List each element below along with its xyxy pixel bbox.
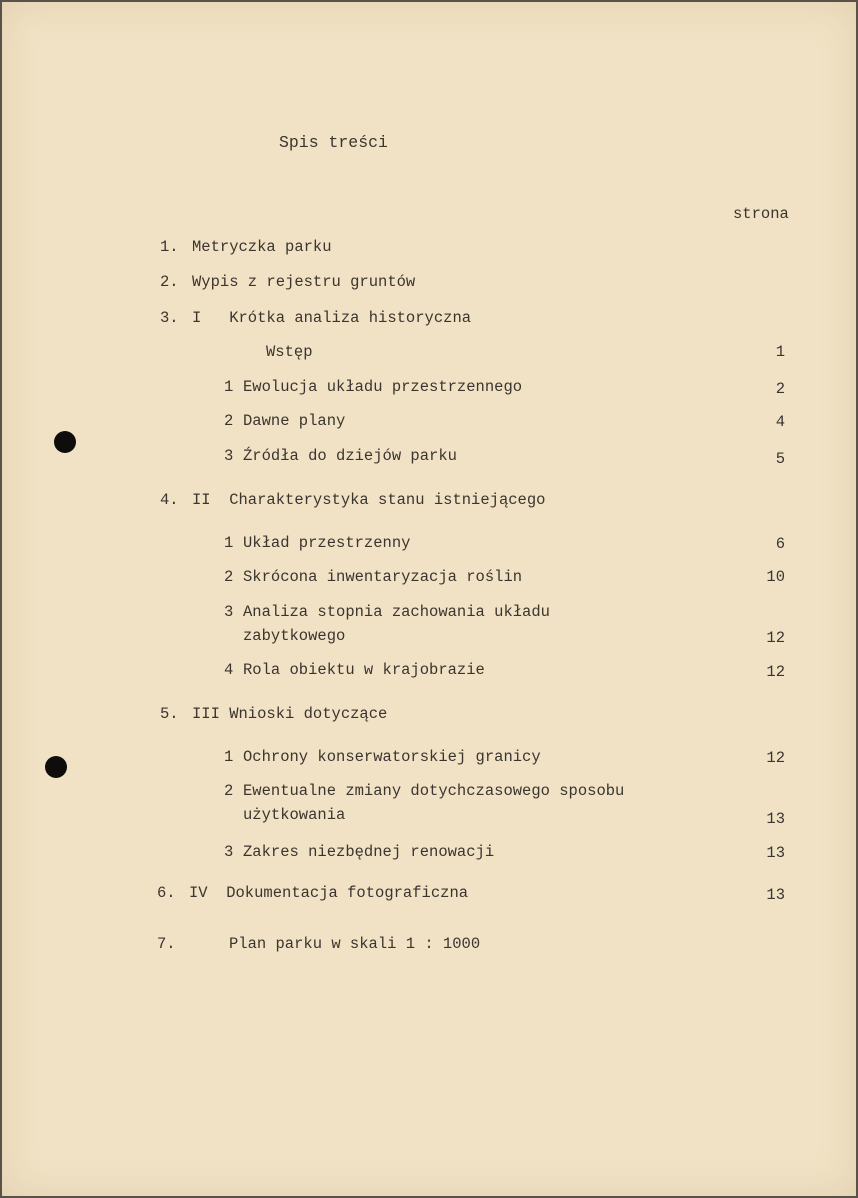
entry-page-number: 13	[766, 844, 785, 862]
entry-label: Zakres niezbędnej renowacji	[243, 843, 495, 861]
entry-page-number: 2	[775, 380, 785, 398]
entry-label: Dawne plany	[243, 412, 346, 430]
entry-number: 2	[224, 782, 234, 800]
entry-page-number: 13	[766, 810, 785, 828]
entry-page-number: 12	[766, 663, 785, 681]
page-title: Spis treści	[279, 133, 388, 152]
entry-number: 1	[224, 378, 234, 396]
entry-label: Rola obiektu w krajobrazie	[243, 661, 485, 679]
entry-label: Ewentualne zmiany dotychczasowego sposobu	[243, 782, 625, 800]
entry-page-number: 12	[766, 629, 785, 647]
entry-number: 1	[224, 534, 234, 552]
entry-label: Wypis z rejestru gruntów	[192, 273, 416, 291]
entry-number: 1.	[160, 238, 179, 256]
entry-number: 2.	[160, 273, 179, 291]
entry-number: 6.	[157, 884, 176, 902]
entry-page-number: 4	[775, 413, 785, 431]
entry-number: 4.	[160, 491, 179, 509]
page-column-header: strona	[733, 205, 789, 223]
entry-label: Skrócona inwentaryzacja roślin	[243, 568, 523, 586]
entry-label-continuation: zabytkowego	[243, 627, 346, 645]
entry-label: III Wnioski dotyczące	[192, 705, 388, 723]
punch-hole-bottom	[45, 756, 67, 778]
entry-number: 3	[224, 603, 234, 621]
punch-hole-top	[54, 431, 76, 453]
entry-number: 3.	[160, 309, 179, 327]
entry-page-number: 6	[775, 535, 785, 553]
entry-page-number: 10	[766, 568, 785, 586]
entry-page-number: 1	[775, 343, 785, 361]
entry-number: 1	[224, 748, 234, 766]
entry-label: II Charakterystyka stanu istniejącego	[192, 491, 546, 509]
entry-number: 5.	[160, 705, 179, 723]
entry-page-number: 13	[766, 886, 785, 904]
entry-number: 2	[224, 568, 234, 586]
entry-number: 3	[224, 843, 234, 861]
entry-number: 3	[224, 447, 234, 465]
entry-number: 7.	[157, 935, 176, 953]
entry-page-number: 5	[775, 450, 785, 468]
entry-label: Metryczka parku	[192, 238, 332, 256]
entry-label-continuation: użytkowania	[243, 806, 346, 824]
entry-page-number: 12	[766, 749, 785, 767]
entry-label: Układ przestrzenny	[243, 534, 411, 552]
entry-number: 4	[224, 661, 234, 679]
entry-label: Plan parku w skali 1 : 1000	[229, 935, 481, 953]
entry-label: I Krótka analiza historyczna	[192, 309, 472, 327]
entry-label: Analiza stopnia zachowania układu	[243, 603, 550, 621]
entry-label: Ochrony konserwatorskiej granicy	[243, 748, 541, 766]
entry-label: Źródła do dziejów parku	[243, 447, 457, 465]
entry-label: Ewolucja układu przestrzennego	[243, 378, 523, 396]
entry-number: 2	[224, 412, 234, 430]
entry-label: IV Dokumentacja fotograficzna	[189, 884, 469, 902]
entry-label: Wstęp	[266, 343, 313, 361]
